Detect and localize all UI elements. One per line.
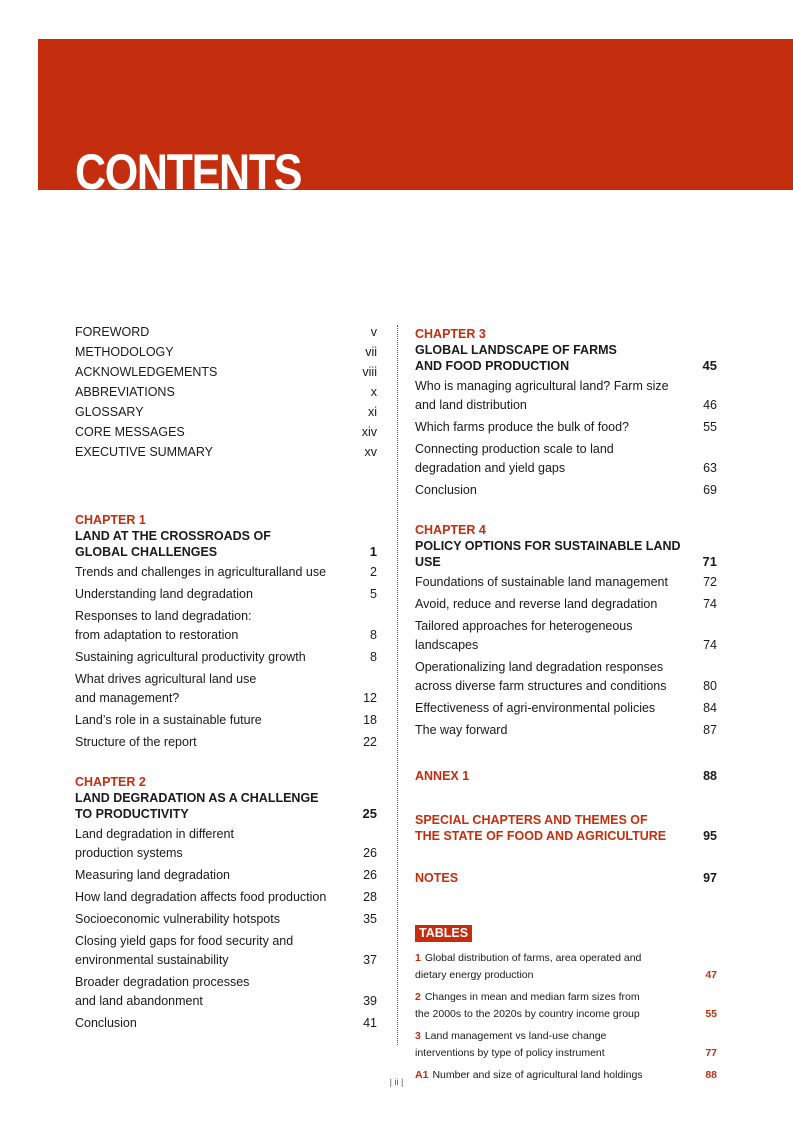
toc-right-column [415, 322, 717, 1084]
tables-heading: TABLES [415, 925, 472, 942]
chapter-entries [75, 563, 377, 752]
chapter-entries [415, 377, 717, 500]
chapter-label: CHAPTER 2 [75, 775, 146, 789]
toc-entry[interactable]: Structure of the report 22 [75, 735, 377, 749]
toc-entry[interactable]: Avoid, reduce and reverse land degradation 74 [415, 597, 717, 611]
toc-entry[interactable]: ACKNOWLEDGEMENTS viii [75, 365, 377, 379]
toc-entry[interactable]: The way forward 87 [415, 723, 717, 737]
chapter-2 [75, 774, 377, 1033]
chapter-label: CHAPTER 3 [415, 327, 486, 341]
toc-entry[interactable]: FOREWORD v [75, 325, 377, 339]
toc-entry[interactable]: Operationalizing land degradation responses across diverse farm structures and conditions 80 [415, 660, 717, 693]
toc-entry[interactable]: Trends and challenges in agriculturalland use 2 [75, 565, 377, 579]
chapter-title: GLOBAL LANDSCAPE OF FARMS [415, 343, 617, 357]
chapter-heading[interactable]: AND FOOD PRODUCTION 45 [415, 358, 717, 373]
toc-entry[interactable]: Responses to land degradation: from adaptation to restoration 8 [75, 609, 377, 642]
toc-entry[interactable]: Closing yield gaps for food security and environmental sustainability 37 [75, 934, 377, 967]
toc-entry[interactable]: Land degradation in different production systems 26 [75, 827, 377, 860]
toc-entry[interactable]: Socioeconomic vulnerability hotspots 35 [75, 912, 377, 926]
toc-entry[interactable]: How land degradation affects food production 28 [75, 890, 377, 904]
chapter-title: LAND AT THE CROSSROADS OF [75, 529, 271, 543]
toc-entry[interactable]: Which farms produce the bulk of food? 55 [415, 420, 717, 434]
chapter-entries [75, 825, 377, 1033]
toc-entry[interactable]: EXECUTIVE SUMMARY xv [75, 445, 377, 459]
toc-entry[interactable]: CORE MESSAGES xiv [75, 425, 377, 439]
chapter-label: CHAPTER 4 [415, 523, 486, 537]
toc-entry[interactable]: METHODOLOGY vii [75, 345, 377, 359]
header-banner [38, 39, 793, 200]
chapter-3 [415, 326, 717, 500]
toc-entry[interactable]: Measuring land degradation 26 [75, 868, 377, 882]
toc-entry[interactable]: Land’s role in a sustainable future 18 [75, 713, 377, 727]
column-divider [397, 325, 398, 1045]
chapter-entries [415, 573, 717, 740]
toc-entry[interactable]: Understanding land degradation 5 [75, 587, 377, 601]
toc-entry[interactable]: Foundations of sustainable land management 72 [415, 575, 717, 589]
chapter-heading[interactable]: GLOBAL CHALLENGES 1 [75, 544, 377, 559]
table-entry[interactable]: A1 Number and size of agricultural land holdings 88 [415, 1069, 717, 1081]
chapter-heading[interactable]: POLICY OPTIONS FOR SUSTAINABLE LAND USE 71 [415, 539, 717, 569]
toc-entry[interactable]: Connecting production scale to land degradation and yield gaps 63 [415, 442, 717, 475]
toc-entry[interactable]: Conclusion 41 [75, 1016, 377, 1030]
front-matter-list [75, 322, 377, 462]
toc-entry[interactable]: Broader degradation processes and land abandonment 39 [75, 975, 377, 1008]
toc-entry[interactable]: Effectiveness of agri-environmental policies 84 [415, 701, 717, 715]
toc-entry[interactable]: What drives agricultural land use and management? 12 [75, 672, 377, 705]
chapter-label: CHAPTER 1 [75, 513, 146, 527]
toc-entry[interactable]: Conclusion 69 [415, 483, 717, 497]
toc-entry[interactable]: Tailored approaches for heterogeneous landscapes 74 [415, 619, 717, 652]
toc-entry[interactable]: Sustaining agricultural productivity growth 8 [75, 650, 377, 664]
tables-section [415, 924, 717, 1084]
chapter-1 [75, 512, 377, 752]
page-title: CONTENTS [75, 144, 302, 200]
chapter-heading[interactable]: TO PRODUCTIVITY 25 [75, 806, 377, 821]
toc-left-column [75, 322, 377, 1033]
page-number: | ii | [389, 1077, 404, 1087]
notes-entry[interactable]: NOTES 97 [415, 871, 717, 885]
table-entry[interactable]: 1 Global distribution of farms, area operated and dietary energy production 47 [415, 952, 717, 981]
toc-entry[interactable]: GLOSSARY xi [75, 405, 377, 419]
chapter-4 [415, 522, 717, 740]
special-chapters-entry[interactable]: SPECIAL CHAPTERS AND THEMES OF THE STATE OF FOOD AND AGRICULTURE 95 [415, 813, 717, 843]
toc-entry[interactable]: ABBREVIATIONS x [75, 385, 377, 399]
table-entry[interactable]: 3 Land management vs land-use change interventions by type of policy instrument 77 [415, 1030, 717, 1059]
chapter-title: LAND DEGRADATION AS A CHALLENGE [75, 791, 319, 805]
toc-entry[interactable]: Who is managing agricultural land? Farm size and land distribution 46 [415, 379, 717, 412]
annex-entry[interactable]: ANNEX 1 88 [415, 769, 717, 783]
table-entry[interactable]: 2 Changes in mean and median farm sizes from the 2000s to the 2020s by country income group 55 [415, 991, 717, 1020]
